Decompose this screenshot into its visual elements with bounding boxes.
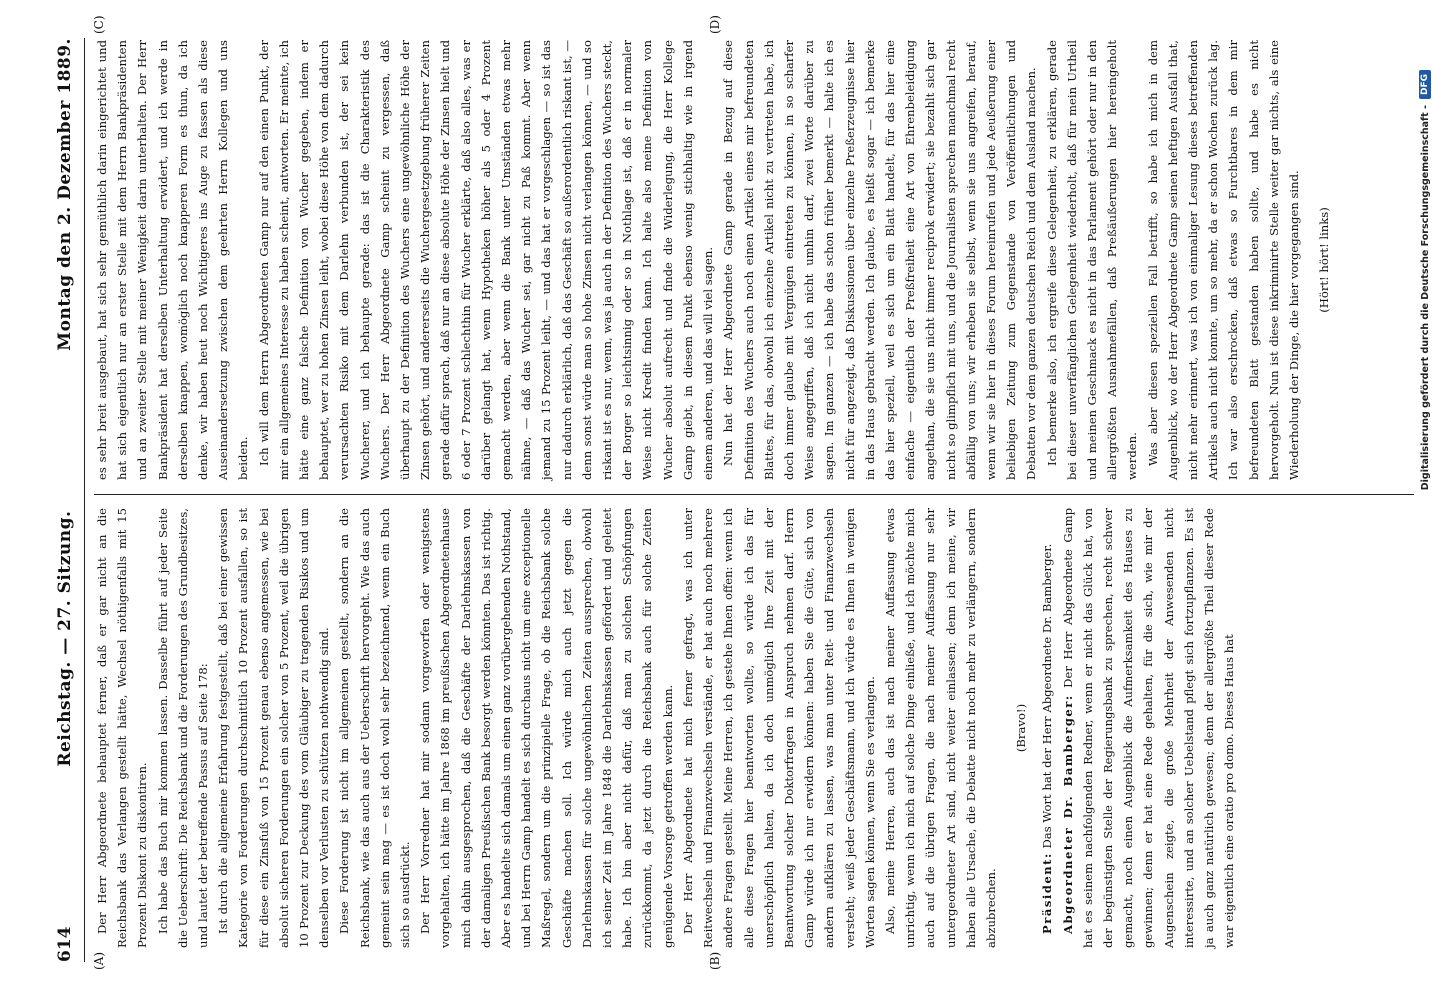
speaker-president: Präsident: xyxy=(1040,852,1055,934)
interjection-bravo: (Bravo!) xyxy=(1014,703,1029,753)
speaker-bamberger: Abgeordneter Dr. Bamberger: xyxy=(1060,694,1075,934)
dfg-logo: DFG xyxy=(1419,70,1431,99)
paragraph: Der Herr Abgeordnete hat mich ferner gefragt, was ich unter Reitwechseln und Finanzwechseln verstände, er hat auch noch mehrere andere Fragen gestellt. Meine Herren, ich gestehe Ihnen offen: wenn ich alle diese Fragen hier beantworten wollte, so würde ich das für unerschöpflich halten, da ich doch unmöglich Ihre Zeit mit der Beantwortung solcher Doktorfragen in Anspruch nehmen darf. Herrn Gamp würde ich nur erwidern können: haben Sie die Güte, sich von andern aufklären zu lassen, was man unter Reit- und Finanzwechseln versteht; weiß jeder Geschäftsmann, und ich würde es Ihnen in wenigen Worten sagen können, wenn Sie es verlangen. xyxy=(680,508,877,948)
header-rule xyxy=(84,38,85,962)
paragraph: Ich bemerke also, ich ergreife diese Gelegenheit, zu erklären, gerade bei dieser unverfänglichen Gelegenheit wiederholt, daß für mein Urtheil und meinen Geschmack es nicht in das Parlament gehört oder nur in den allergrößten Ausnahmefällen, daß Preßäußerungen hier hereingeholt werden. xyxy=(1044,40,1140,480)
paragraph: Ich will dem Herrn Abgeordneten Gamp nur auf den einen Punkt, der mir ein allgemeines Interesse zu haben scheint, antworten. Er meinte, ich hätte eine ganz falsche Definition von Wucher gegeben, indem er behauptet, wer zu hohen Zinsen leiht, wobei diese Höhe von dem dadurch verursachten Risiko mit dem Darlehn verbunden ist, der sei kein Wucherer, und ich behaupte gerade: das ist die Charakteristik des Wuchers. Der Herr Abgeordnete Gamp scheint zu vergessen, daß überhaupt zu der Definition des Wuchers eine ungewöhnliche Höhe der Zinsen gehört, und andererseits die Wuchergesetzgebung früherer Zeiten gerade dafür sprach, daß nur an diese absolute Höhe der Zinsen hielt und 6 oder 7 Prozent schlechthin für Wucher erklärte, daß also alles, was er darüber gelangt hat, wenn Hypotheken höher als 5 oder 4 Prozent gemacht werden, aber wenn die Bank unter Umständen etwas mehr nähme, — daß das Wucher sei, gar nicht zu Paß kommt. Aber wenn jemand zu 15 Prozent leiht, — und das hat er vorgeschlagen — so ist das nur dadurch erklärlich, daß das Geschäft so außerordentlich riskant ist, — denn sonst würde man so hohe Zinsen nicht verlangen können, — und so riskant ist es nur, wenn, was ja auch in der Definition des Wuchers steckt, der Borger so leichtsinnig oder so in Nothlage ist, daß er in normaler Weise nicht Kredit finden kann. Ich halte also meine Definition von Wucher absolut aufrecht und finde die Widerlegung, die Herr Kollege Gamp giebt, in diesem Punkt ebenso wenig stichhaltig wie in irgend einem anderen, und das will viel sagen. xyxy=(256,40,716,480)
right-column xyxy=(92,40,1332,480)
left-column xyxy=(92,508,1237,948)
paragraph: Diese Forderung ist nicht im allgemeinen gestellt, sondern an die Reichsbank, wie das auch aus der Ueberschrift hervorgeht. Wie das auch gemeint sein mag — es ist doch wohl sehr bezeichnend, wenn ein Buch sich so ausdrückt. xyxy=(337,508,413,948)
bamberger-text: Der Herr Abgeordnete Gamp hat es seinem nachfolgenden Redner, wenn er nicht das Glück hat, von der begünstigten Stelle der Regierungsbank zu sprechen, recht schwer gemacht, noch einen Augenblick die Aufmerksamkeit des Hauses zu gewinnen; denn er hat eine Rede gehalten, für die sich, wie mir der Augenschein zeigte, die große Mehrheit der Anwesenden nicht interessirte, und an solcher Uebelstand pflegt sich fortzupflanzen. Es ist ja auch ganz natürlich gewesen; denn der allergrößte Theil dieser Rede war eigentlich eine oratio pro domo. Dieses Haus hat xyxy=(1060,508,1237,948)
margin-marker-b: (B) xyxy=(708,951,722,970)
credit-text: Digitalisierung gefördert durch die Deutsche Forschungsgemeinschaft - xyxy=(1419,105,1431,491)
paragraph: Nun hat der Herr Abgeordnete Gamp gerade in Bezug auf diese Definition des Wuchers auch noch einen Artikel eines mir befreundeten Blattes, für das, obwohl ich einzelne Artikel nicht zu vertreten habe, ich doch immer glaube mit Vergnügen eintreten zu können, in so scharfer Weise angegriffen, daß ich nicht umhin darf, zwei Worte darüber zu sagen. Im ganzen — ich habe das schon früher bemerkt — halte ich es nicht für angezeigt, daß Diskussionen über einzelne Preßerzeugnisse hier in das Haus gebracht werden. Ich glaube, es heißt sogar — ich bemerke das hier speziell, weil es sich um ein Blatt handelt, für das hier eine einfache — eigentlich der Preßfreiheit eine Art von Ehrenbeleidigung angethan, die sie uns nicht immer reciprok erwidert; sie bezahlt sich gar nicht so glimpflich mit uns, und die Journalisten sprechen manchmal recht abfällig von uns; wir erheben sie selbst, wenn sie uns angreifen, herauf, wenn wir sie hier in dieses Forum hereinrufen und jede Aeußerung einer beliebigen Zeitung zum Gegenstande von Veröffentlichungen und Debatten vor dem ganzen deutschen Reich und dem Ausland machen. xyxy=(721,40,1039,480)
digitization-credit xyxy=(1418,70,1432,930)
session-date: Montag den 2. Dezember 1889. xyxy=(55,38,75,351)
president-remark xyxy=(1037,508,1057,948)
quoted-passage: Ist durch die allgemeine Erfahrung festgestellt, daß bei einer gewissen Kategorie von Forderungen durchschnittlich 10 Prozent ausfallen, so ist für diese ein Zinsfuß von 15 Prozent genau ebenso angemessen, wie bei absolut sicheren Forderungen ein solcher von 5 Prozent, weil die übrigen 10 Prozent zur Deckung des vom Gläubiger zu tragenden Risikos und um denselben vor Verlusten zu schützen nothwendig sind. xyxy=(216,508,332,948)
column-divider xyxy=(94,494,1414,495)
paragraph: Ich habe das Buch mir kommen lassen. Dasselbe führt auf jeder Seite die Ueberschrift: Die Reichsbank und die Forderungen des Grundbesitzes, und lautet der betreffende Passus auf Seite 178: xyxy=(155,508,211,948)
page-number: 614 xyxy=(55,926,75,962)
margin-marker-c: (C) xyxy=(92,15,106,34)
paragraph: es sehr breit ausgebaut, hat sich sehr gemüthlich darin eingerichtet und hat sich eigentlich nur an erster Stelle mit dem Herrn Bankpräsidenten und an zweiter Stelle mit meiner Wenigkeit darin unterhalten. Der Herr Bankpräsident hat derselben Unterhaltung erwidert, und ich werde in derselben knappen, womöglich noch knapperen Form es thun, da ich denke, wir haben heut noch Wichtigeres ins Auge zu fassen als diese Auseinandersetzung zwischen dem geehrten Herrn Kollegen und uns beiden. xyxy=(95,40,251,480)
paragraph: Was aber diesen speziellen Fall betrifft, so habe ich mich in dem Augenblick, wo der Herr Abgeordnete Gamp seinen heftigen Ausfall that, nicht mehr erinnert, was ich von einmaliger Lesung dieses betreffenden Artikels auch nicht konnte, um so mehr, da er schon Wochen zurück lag. Ich war also erschrocken, daß etwas so Furchtbares in dem mir befreundeten Blatt gestanden haben sollte, und habe es nicht hervorgeholt. Nun ist diese inkriminirte Stelle weiter gar nichts, als eine Wiederholung der Dinge, die hier vorgegangen sind. xyxy=(1145,40,1301,480)
paragraph: Der Herr Abgeordnete behauptet ferner, daß er gar nicht an die Reichsbank das Verlangen gestellt hätte, Wechsel nöthigenfalls mit 15 Prozent Diskont zu diskontiren. xyxy=(95,508,150,948)
paragraph: Also, meine Herren, auch das ist nach meiner Auffassung etwas unrichtig, wenn ich mich auf solche Dinge einließe, und ich möchte mich auch auf die übrigen Fragen, die nach meiner Auffassung nur sehr untergeordneter Art sind, nicht weiter einlassen; denn ich meine, wir haben alle Ursache, die Debatte nicht noch mehr zu verlängern, sondern abzubrechen. xyxy=(882,508,998,948)
page-header xyxy=(55,38,81,962)
paragraph: Der Herr Vorredner hat mir sodann vorgeworfen oder wenigstens vorgehalten, ich hätte im Jahre 1868 im preußischen Abgeordnetenhause mich dahin ausgesprochen, daß die Geschäfte der Darlehnskassen von der damaligen Preußischen Bank besorgt werden könnten. Das ist richtig. Aber es handelte sich damals um einen ganz vorübergehenden Nothstand, und bei Herrn Gamp handelt es sich durchaus nicht um eine exceptionelle Maßregel, sondern um die prinzipielle Frage, ob die Reichsbank solche Geschäfte machen soll. Ich würde mich auch jetzt gegen die Darlehnskassen für solche ungewöhnlichen Zeiten aussprechen, obwohl ich seiner Zeit im Jahre 1848 die Darlehnskassen gefördert und geleitet habe. Ich bin aber nicht dafür, daß man zu solchen Schöpfungen zurückkommt, da jetzt durch die Reichsbank auch für solche Zeiten genügende Vorsorge getroffen werden kann. xyxy=(418,508,675,948)
margin-marker-a: (A) xyxy=(92,951,106,970)
bamberger-speech xyxy=(1058,508,1240,948)
session-title: Reichstag. — 27. Sitzung. xyxy=(55,510,75,767)
margin-marker-d: (D) xyxy=(708,15,722,34)
president-text: Das Wort hat der Herr Abgeordnete Dr. Bamberger. xyxy=(1040,543,1055,849)
interjection-hoert: (Hört! hört! links) xyxy=(1317,207,1332,313)
